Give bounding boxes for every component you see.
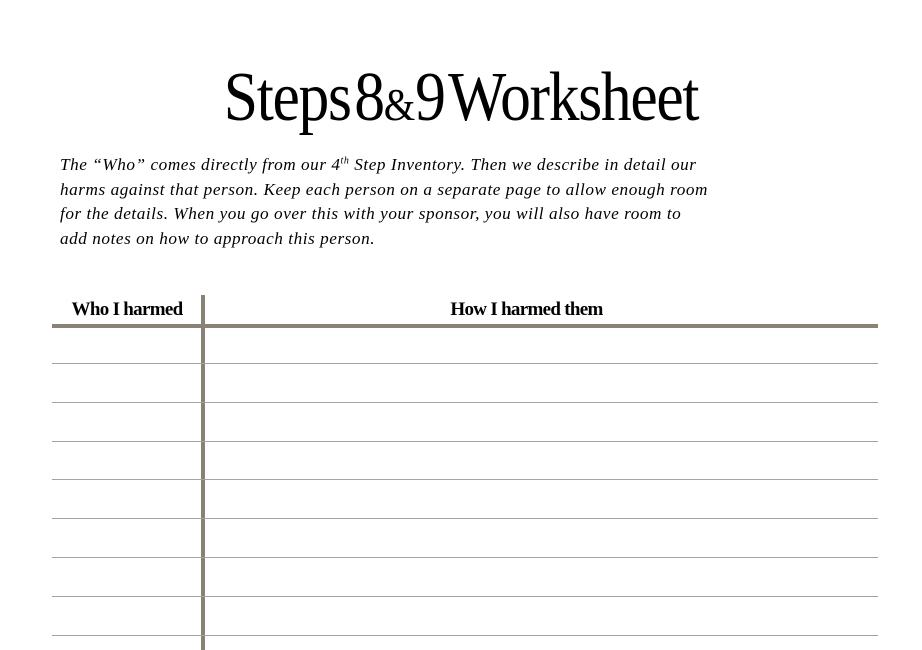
table-row [52, 518, 878, 519]
table-row [52, 596, 878, 597]
intro-line-2: harms against that person. Keep each person on a separate page to allow enough room [60, 179, 708, 199]
table-row [52, 635, 878, 636]
title-worksheet: Worksheet [448, 59, 699, 136]
title-steps: Steps [223, 59, 351, 136]
table-row [52, 363, 878, 364]
table-row [52, 479, 878, 480]
intro-line-3: for the details. When you go over this with your sponsor, you will also have room to [60, 204, 682, 223]
title-number-9: 9 [415, 59, 445, 136]
column-header-who: Who I harmed [71, 299, 183, 320]
table-row [52, 557, 878, 558]
header-rule [52, 324, 878, 328]
intro-superscript: th [340, 155, 350, 167]
table-row [52, 441, 878, 442]
column-header-how: How I harmed them [450, 299, 603, 320]
title-number-8: 8 [354, 59, 384, 136]
table-row [52, 402, 878, 403]
intro-line-1-start: The “Who” comes directly from our 4 [60, 155, 341, 174]
title-ampersand: & [383, 79, 416, 130]
intro-line-1-end: Step Inventory. Then we describe in detail our [349, 155, 697, 174]
intro-line-4: add notes on how to approach this person. [60, 228, 376, 248]
